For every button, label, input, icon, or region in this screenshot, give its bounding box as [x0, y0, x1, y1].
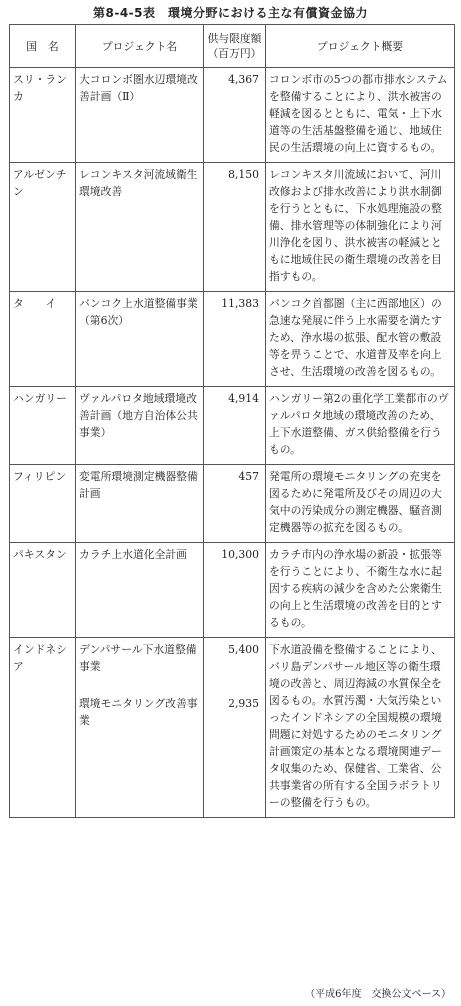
cell-summary: コロンボ市の5つの都市排水システムを整備することにより、洪水被害の軽減を図るとともに、電気・上下水道等の生活基盤整備を通じ、地域住民の生活環境の向上に資するもの。: [266, 68, 455, 163]
table-title: 第8-4-5表 環境分野における主な有償資金協力: [92, 6, 368, 20]
cell-summary: 下水道設備を整備することにより、バリ島デンパサール地区等の衛生環境の改善と、周辺海減の水質保全を図るもの。水質汚濁・大気汚染といったインドネシアの全国規模の環境問題に対処するためのモニタリング計画策定の基本となる環境関連データ収集のため、保健省、工業省、公共事業省の所有する全国ラボラトリーの整備を行うもの。: [266, 638, 455, 818]
header-country: 国 名: [10, 25, 76, 68]
cell-amount: 5,400: [228, 643, 259, 656]
cell-project-group: [76, 638, 204, 818]
cell-project: 環境モニタリング改善事業: [79, 697, 198, 727]
cell-country: タ イ: [10, 292, 76, 387]
cell-summary: バンコク首都圏（主に西部地区）の急速な発展に伴う上水需要を満たすため、浄水場の拡張、配水管の敷設等を畀うことで、水道普及率を向上させ、生活環境の改善を図るもの。: [266, 292, 455, 387]
header-row: [10, 25, 455, 68]
table-row: [10, 163, 455, 292]
header-project: プロジェクト名: [76, 25, 204, 68]
cell-amount: 8,150: [204, 163, 266, 292]
cell-summary: 発電所の環境モニタリングの充実を図るために発電所及びその周辺の大気中の汚染成分の測定機器、騒音測定機器等の拡充を図るもの。: [266, 465, 455, 543]
table-row: [10, 68, 455, 163]
cell-project: 大コロンボ圏水辺環境改善計画（Ⅱ）: [76, 68, 204, 163]
cell-amount: 10,300: [204, 543, 266, 638]
cell-amount: 457: [204, 465, 266, 543]
header-summary: プロジェクト概要: [266, 25, 455, 68]
table-row: [10, 387, 455, 465]
cell-country: アルゼンチン: [10, 163, 76, 292]
cell-summary: ハンガリー第2の重化学工業都市のヴァルパロタ地域の環境改善のため、上下水道整備、ガス供給整備を行うもの。: [266, 387, 455, 465]
cell-amount: 2,935: [228, 697, 259, 710]
cell-country: フィリピン: [10, 465, 76, 543]
cell-project: バンコク上水道整備事業（第6次）: [76, 292, 204, 387]
cell-summary: レコンキスタ川流域において、河川改修および排水改善により洪水制御を行うとともに、下水処理施設の整備、排水管理等の体制強化により河川浄化を図り、洪水被害の軽減とともに地域住民の衛生環境の改善を目指すもの。: [266, 163, 455, 292]
aid-table: [9, 24, 455, 818]
cell-summary: カラチ市内の浄水場の新設・拡張等を行うことにより、不衛生な水に起因する疾病の減少を含めた公衆衛生の向上と生活環境の改善を目的とするもの。: [266, 543, 455, 638]
cell-country: パキスタン: [10, 543, 76, 638]
cell-amount-group: [204, 638, 266, 818]
cell-country: スリ・ランカ: [10, 68, 76, 163]
cell-project: 変電所環境測定機器整備計画: [76, 465, 204, 543]
table-row: [10, 543, 455, 638]
cell-country: ハンガリー: [10, 387, 76, 465]
header-limit: 供与限度額（百万円）: [204, 25, 266, 68]
cell-country: インドネシア: [10, 638, 76, 818]
table-row: [10, 465, 455, 543]
cell-project: ヴァルパロタ地域環境改善計画（地方自治体公共事業）: [76, 387, 204, 465]
source-note: （平成6年度 交換公文ベース）: [305, 989, 451, 1000]
cell-amount: 4,367: [204, 68, 266, 163]
table-row: [10, 638, 455, 818]
cell-project: カラチ上水道化全計画: [76, 543, 204, 638]
cell-project: デンパサール下水道整備事業: [79, 643, 197, 673]
cell-project: レコンキスタ河流域衛生環境改善: [76, 163, 204, 292]
cell-amount: 4,914: [204, 387, 266, 465]
cell-amount: 11,383: [204, 292, 266, 387]
table-row: [10, 292, 455, 387]
